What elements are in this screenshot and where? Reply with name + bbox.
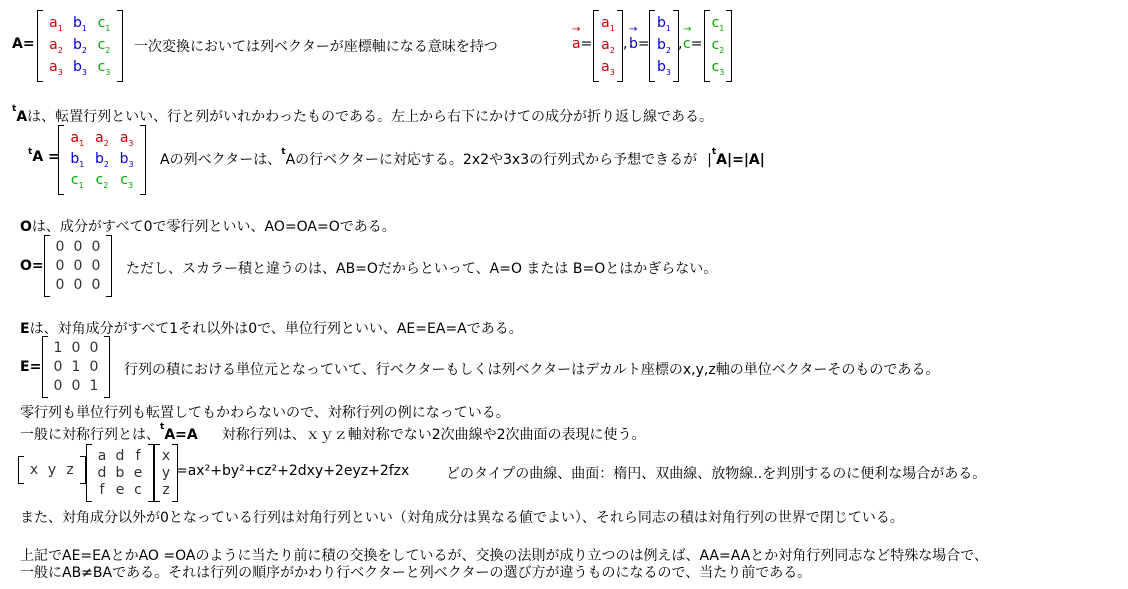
matrix-cell: 1 xyxy=(71,358,81,375)
matrix-cell: 0 xyxy=(91,276,101,293)
matrix-cell: 0 xyxy=(73,257,83,274)
matrix-cell: 0 xyxy=(91,239,101,256)
matrix-cell: $c_2$ xyxy=(97,37,111,55)
matrix-cell: $b_3$ xyxy=(119,151,134,169)
matrix-cell: y xyxy=(47,462,57,478)
zero-note: ただし、スカラー積と違うのは、AB=Oだからといって、A=O または B=Oとはかぎらない。 xyxy=(126,261,718,277)
matrix-cell: $b_1$ xyxy=(73,15,87,33)
vector-a-label: → a= xyxy=(572,36,592,52)
matrix-cell: 1 xyxy=(53,340,63,357)
matrix-cell: $a_3$ xyxy=(119,129,134,148)
matrix-cell: 0 xyxy=(91,257,101,274)
matrix-cell: 0 xyxy=(53,377,63,394)
vector-c-label: → c= xyxy=(683,36,702,52)
matrix-cell: z xyxy=(66,462,74,478)
matrix-cell: 0 xyxy=(55,276,65,293)
matrix-cell: $b_2$ xyxy=(73,37,87,55)
matrix-cell: e xyxy=(115,482,125,499)
matrix-cell: a xyxy=(97,447,107,464)
unit-intro: Eは、対角成分がすべて1それ以外は0で、単位行列といい、AE=EA=Aである。 xyxy=(20,321,523,337)
matrix-cell: d xyxy=(97,464,107,481)
vector-cell: $a_3$ xyxy=(601,59,615,77)
column-vector-xyz xyxy=(154,444,178,502)
matrix-o-label: O= xyxy=(20,258,44,274)
matrix-cell: x xyxy=(29,462,39,478)
matrix-cell: $b_1$ xyxy=(70,151,85,169)
matrix-cell: x xyxy=(161,447,171,464)
matrix-cell: $c_3$ xyxy=(120,172,134,191)
row-vector-xyz xyxy=(18,456,86,484)
vector-a xyxy=(593,10,623,82)
vector-cell: $b_1$ xyxy=(657,15,671,33)
zero-unit-symmetric-note: 零行列も単位行列も転置してもかわらないので、対称行列の例になっている。 xyxy=(20,405,510,421)
matrix-cell: 0 xyxy=(53,358,63,375)
commutation-note-1: 上記でAE=EAとかAO =OAのように当たり前に積の交換をしているが、交換の法則が成り立つのは例えば、AA=AAとか対角行列同志など特殊な場合で、 xyxy=(20,548,988,564)
matrix-cell: 0 xyxy=(73,276,83,293)
matrix-cell: y xyxy=(161,464,171,481)
vector-cell: $a_2$ xyxy=(601,37,615,55)
matrix-cell: $a_1$ xyxy=(49,15,63,33)
vector-cell: $c_1$ xyxy=(711,15,725,33)
matrix-cell: b xyxy=(115,464,125,481)
matrix-e xyxy=(42,336,110,398)
vector-cell: $c_2$ xyxy=(711,37,725,55)
column-vector-note: 一次変換においては列ベクターが座標軸になる意味を持つ xyxy=(134,39,498,55)
diagonal-note: また、対角成分以外が0となっている行列は対角行列といい（対角成分は異なる値でよい）、それら同志の積は対角行列の世界で閉じている。 xyxy=(20,510,904,526)
matrix-symmetric xyxy=(86,444,154,502)
matrix-cell: 0 xyxy=(89,340,99,357)
transpose-intro: $^t$Aは、転置行列といい、行と列がいれかわったものである。左上から右下にかけての成分が折り返し線である。 xyxy=(12,104,714,125)
matrix-cell: 0 xyxy=(71,340,81,357)
matrix-cell: $a_1$ xyxy=(70,129,85,148)
transpose-note: Aの列ベクターは、$^t$Aの行ベクターに対応する。2x2や3x3の行列式から予想できるが $|^tA|=|A|$ xyxy=(160,147,765,168)
matrix-cell: $a_2$ xyxy=(49,37,63,55)
vector-sep-2: , xyxy=(678,36,683,52)
matrix-cell: f xyxy=(135,447,141,464)
matrix-cell: e xyxy=(133,464,143,481)
matrix-cell: $c_1$ xyxy=(97,15,111,33)
matrix-a xyxy=(37,10,123,82)
vector-sep-1: , xyxy=(623,36,628,52)
vector-cell: $a_1$ xyxy=(601,15,615,33)
vector-b-label: → b= xyxy=(629,36,650,52)
vector-cell: $b_2$ xyxy=(657,37,671,55)
matrix-cell: 0 xyxy=(55,239,65,256)
matrix-e-label: E= xyxy=(20,359,42,375)
matrix-cell: f xyxy=(99,482,105,499)
unit-note: 行列の積における単位元となっていて、行ベクターもしくは列ベクターはデカルト座標のx,y,z軸の単位ベクターそのものである。 xyxy=(124,362,940,378)
matrix-o xyxy=(44,235,112,297)
vector-b xyxy=(649,10,679,82)
symmetric-definition: 一般に対称行列とは、$^t$A=A 対称行列は、ｘｙｚ軸対称でない2次曲線や2次曲面の表現に使う。 xyxy=(20,422,646,443)
matrix-cell: 1 xyxy=(89,377,99,394)
quadratic-form: =ax²+by²+cz²+2dxy+2eyz+2fzx xyxy=(176,463,410,479)
zero-intro: Oは、成分がすべて0で零行列といい、AO=OA=Oである。 xyxy=(20,219,396,235)
matrix-cell: z xyxy=(162,482,170,499)
matrix-cell: c xyxy=(134,482,142,499)
matrix-cell: 0 xyxy=(73,239,83,256)
matrix-ta-label: $^t$A = xyxy=(28,147,60,165)
matrix-ta xyxy=(58,125,146,195)
matrix-a-label: A= xyxy=(12,36,35,52)
matrix-cell: d xyxy=(115,447,125,464)
matrix-cell: 0 xyxy=(89,358,99,375)
quadratic-note: どのタイプの曲線、曲面：楕円、双曲線、放物線..を判別するのに便利な場合がある。 xyxy=(446,466,987,482)
matrix-cell: 0 xyxy=(55,257,65,274)
vector-cell: $b_3$ xyxy=(657,59,671,77)
matrix-cell: $a_3$ xyxy=(49,59,63,77)
commutation-note-2: 一般にAB≠BAである。それは行列の順序がかわり行ベクターと列ベクターの選び方が違うものになるので、当たり前である。 xyxy=(20,565,812,581)
matrix-cell: $a_2$ xyxy=(95,129,109,148)
matrix-cell: $b_2$ xyxy=(95,151,109,169)
matrix-cell: 0 xyxy=(71,377,81,394)
matrix-cell: $c_2$ xyxy=(95,172,109,191)
matrix-cell: $c_3$ xyxy=(97,59,111,77)
vector-c xyxy=(704,10,732,82)
matrix-cell: $b_3$ xyxy=(73,59,87,77)
vector-cell: $c_3$ xyxy=(711,59,725,77)
matrix-cell: $c_1$ xyxy=(70,172,84,191)
